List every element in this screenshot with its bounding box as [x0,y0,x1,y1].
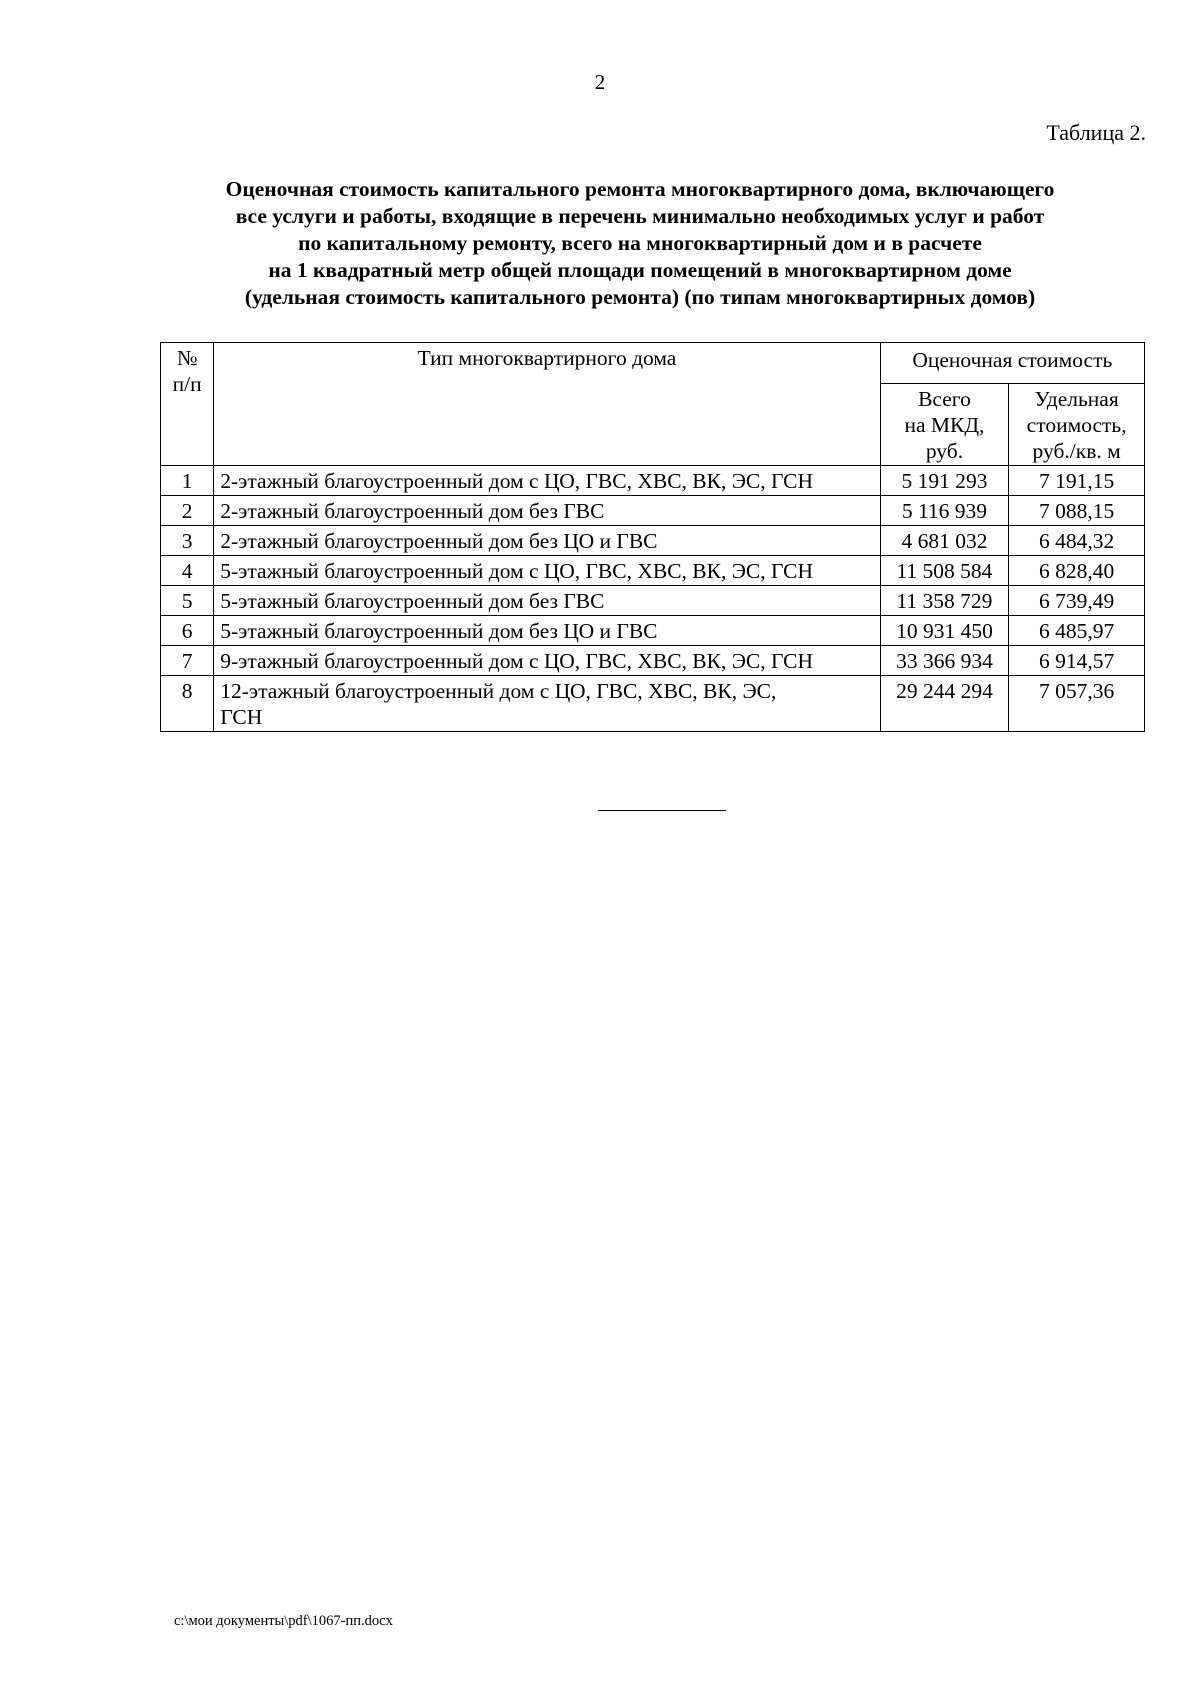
title-line: на 1 квадратный метр общей площади помещений в многоквартирном доме [268,258,1012,282]
end-divider [598,810,726,811]
table-row [161,526,1145,556]
table-caption: Таблица 2. [1046,120,1146,145]
title-line: Оценочная стоимость капитального ремонта многоквартирного дома, включающего [225,177,1055,201]
table-row [161,466,1145,496]
header-cost-group: Оценочная стоимость [880,343,1144,384]
cell-unit: 6 485,97 [1009,616,1145,646]
document-title [150,176,1130,311]
cell-total: 5 116 939 [880,496,1009,526]
cell-unit: 7 088,15 [1009,496,1145,526]
header-type: Тип многоквартирного дома [214,343,880,466]
table-row [161,586,1145,616]
cell-unit: 7 191,15 [1009,466,1145,496]
cell-type: 2-этажный благоустроенный дом без ЦО и ГВС [214,526,880,556]
cell-total: 33 366 934 [880,646,1009,676]
table-header-row [161,343,1145,384]
cell-total: 11 358 729 [880,586,1009,616]
cell-unit: 6 828,40 [1009,556,1145,586]
cell-type: 5-этажный благоустроенный дом без ЦО и ГВС [214,616,880,646]
page-number: 2 [594,70,606,94]
cell-total: 29 244 294 [880,676,1009,732]
cell-type: 2-этажный благоустроенный дом без ГВС [214,496,880,526]
cell-unit: 6 739,49 [1009,586,1145,616]
cell-num: 1 [161,466,214,496]
table-row [161,676,1145,732]
cell-total: 4 681 032 [880,526,1009,556]
cell-unit: 7 057,36 [1009,676,1145,732]
cell-num: 2 [161,496,214,526]
cell-num: 3 [161,526,214,556]
cell-unit: 6 914,57 [1009,646,1145,676]
header-unit: Удельная стоимость, руб./кв. м [1009,384,1145,466]
cost-table [160,342,1145,732]
table-row [161,496,1145,526]
cell-num: 8 [161,676,214,732]
cell-total: 10 931 450 [880,616,1009,646]
cell-num: 7 [161,646,214,676]
title-line: все услуги и работы, входящие в перечень минимально необходимых услуг и работ [235,204,1045,228]
cell-num: 4 [161,556,214,586]
cell-type: 5-этажный благоустроенный дом с ЦО, ГВС, ХВС, ВК, ЭС, ГСН [214,556,880,586]
header-num: № п/п [161,343,214,466]
cell-type: 5-этажный благоустроенный дом без ГВС [214,586,880,616]
cell-num: 6 [161,616,214,646]
cell-num: 5 [161,586,214,616]
cell-unit: 6 484,32 [1009,526,1145,556]
footer-file-path: c:\мои документы\pdf\1067-пп.docx [174,1613,393,1629]
title-line: (удельная стоимость капитального ремонта) (по типам многоквартирных домов) [244,285,1036,309]
table-row [161,616,1145,646]
header-total: Всего на МКД, руб. [880,384,1009,466]
cell-total: 5 191 293 [880,466,1009,496]
cell-type: 12-этажный благоустроенный дом с ЦО, ГВС, ХВС, ВК, ЭС, ГСН [214,676,880,732]
title-line: по капитальному ремонту, всего на многоквартирный дом и в расчете [298,231,982,255]
cell-type: 9-этажный благоустроенный дом с ЦО, ГВС, ХВС, ВК, ЭС, ГСН [214,646,880,676]
cell-total: 11 508 584 [880,556,1009,586]
table-row [161,556,1145,586]
table-row [161,646,1145,676]
cell-type: 2-этажный благоустроенный дом с ЦО, ГВС, ХВС, ВК, ЭС, ГСН [214,466,880,496]
